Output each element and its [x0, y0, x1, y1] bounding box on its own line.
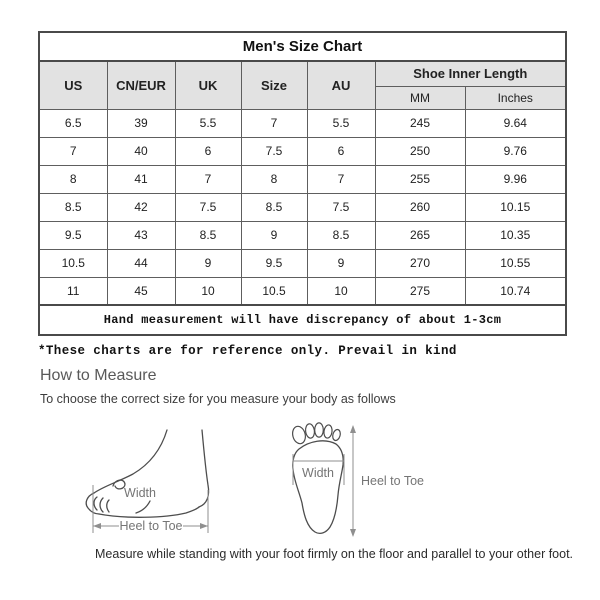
- column-header-inches: Inches: [465, 86, 566, 109]
- size-cell: 6.5: [39, 109, 107, 137]
- size-cell: 6: [175, 137, 241, 165]
- size-row: [39, 249, 566, 277]
- foot-toe-crease-2: [100, 498, 103, 512]
- foot-top-outline: [94, 430, 167, 493]
- size-cell: 7: [241, 109, 307, 137]
- size-row: [39, 277, 566, 305]
- size-cell: 265: [375, 221, 465, 249]
- print-width-label: Width: [302, 466, 334, 480]
- size-cell: 7.5: [241, 137, 307, 165]
- size-cell: 10.55: [465, 249, 566, 277]
- size-cell: 5.5: [175, 109, 241, 137]
- foot-toe-crease-1: [94, 497, 97, 510]
- footprint-toe-2: [305, 423, 315, 438]
- foot-sole-outline: [99, 507, 199, 517]
- size-cell: 40: [107, 137, 175, 165]
- table-title-row: [39, 32, 566, 61]
- table-footnote: Hand measurement will have discrepancy of about 1-3cm: [39, 305, 566, 335]
- column-header-inner-length: Shoe Inner Length: [375, 61, 566, 86]
- size-cell: 10.35: [465, 221, 566, 249]
- how-to-measure-heading: How to Measure: [40, 367, 157, 384]
- table-header-row: [39, 61, 566, 86]
- size-row: [39, 109, 566, 137]
- arrowhead-left: [93, 523, 101, 529]
- print-heel-to-toe-label: Heel to Toe: [361, 474, 425, 488]
- size-cell: 9: [241, 221, 307, 249]
- size-cell: 10.74: [465, 277, 566, 305]
- column-header-size: Size: [241, 61, 307, 109]
- size-cell: 255: [375, 165, 465, 193]
- column-header-cn-eur: CN/EUR: [107, 61, 175, 109]
- size-cell: 9.5: [39, 221, 107, 249]
- footprint-toe-3: [315, 423, 324, 437]
- size-cell: 250: [375, 137, 465, 165]
- size-cell: 9: [175, 249, 241, 277]
- footprint-pinky-toe: [331, 429, 341, 442]
- size-cell: 39: [107, 109, 175, 137]
- size-cell: 8.5: [241, 193, 307, 221]
- arrowhead-right: [200, 523, 208, 529]
- size-cell: 10.5: [39, 249, 107, 277]
- size-cell: 9: [307, 249, 375, 277]
- side-heel-to-toe-label: Heel to Toe: [119, 519, 183, 533]
- footprint-diagram: [287, 421, 467, 559]
- size-cell: 7: [307, 165, 375, 193]
- size-cell: 7.5: [307, 193, 375, 221]
- size-cell: 7.5: [175, 193, 241, 221]
- size-cell: 44: [107, 249, 175, 277]
- side-width-label: Width: [124, 486, 156, 500]
- size-cell: 9.76: [465, 137, 566, 165]
- table-footnote-row: [39, 305, 566, 335]
- footprint-sole-outline: [293, 441, 343, 534]
- foot-side-view-diagram: [80, 428, 225, 540]
- print-arrowhead-bottom: [350, 529, 356, 537]
- size-cell: 7: [39, 137, 107, 165]
- footprint-toe-4: [323, 424, 333, 438]
- size-cell: 275: [375, 277, 465, 305]
- foot-heel-outline: [199, 430, 209, 507]
- measure-caption: Measure while standing with your foot firmly on the floor and parallel to your other foot.: [95, 547, 574, 561]
- size-cell: 45: [107, 277, 175, 305]
- size-cell: 5.5: [307, 109, 375, 137]
- table-title: Men's Size Chart: [39, 32, 566, 61]
- size-cell: 6: [307, 137, 375, 165]
- size-cell: 260: [375, 193, 465, 221]
- mens-size-chart-table: [38, 31, 567, 336]
- column-header-au: AU: [307, 61, 375, 109]
- size-cell: 10: [175, 277, 241, 305]
- size-cell: 270: [375, 249, 465, 277]
- size-cell: 10.15: [465, 193, 566, 221]
- size-cell: 8.5: [307, 221, 375, 249]
- size-table-body: [39, 109, 566, 305]
- size-cell: 9.96: [465, 165, 566, 193]
- size-cell: 245: [375, 109, 465, 137]
- size-cell: 8: [241, 165, 307, 193]
- size-cell: 11: [39, 277, 107, 305]
- size-cell: 7: [175, 165, 241, 193]
- size-cell: 8.5: [175, 221, 241, 249]
- size-row: [39, 193, 566, 221]
- column-header-mm: MM: [375, 86, 465, 109]
- how-to-measure-subtitle: To choose the correct size for you measure your body as follows: [40, 392, 396, 406]
- size-cell: 41: [107, 165, 175, 193]
- size-row: [39, 137, 566, 165]
- footprint-big-toe: [291, 425, 307, 445]
- size-cell: 10: [307, 277, 375, 305]
- size-cell: 8: [39, 165, 107, 193]
- size-cell: 42: [107, 193, 175, 221]
- print-arrowhead-top: [350, 425, 356, 433]
- size-cell: 9.5: [241, 249, 307, 277]
- size-row: [39, 221, 566, 249]
- size-cell: 10.5: [241, 277, 307, 305]
- reference-note: *These charts are for reference only. Prevail in kind: [38, 344, 457, 358]
- size-cell: 9.64: [465, 109, 566, 137]
- column-header-uk: UK: [175, 61, 241, 109]
- width-pointer-curve: [136, 501, 150, 513]
- foot-toe-crease-3: [107, 500, 109, 512]
- size-cell: 43: [107, 221, 175, 249]
- size-cell: 8.5: [39, 193, 107, 221]
- column-header-us: US: [39, 61, 107, 109]
- size-row: [39, 165, 566, 193]
